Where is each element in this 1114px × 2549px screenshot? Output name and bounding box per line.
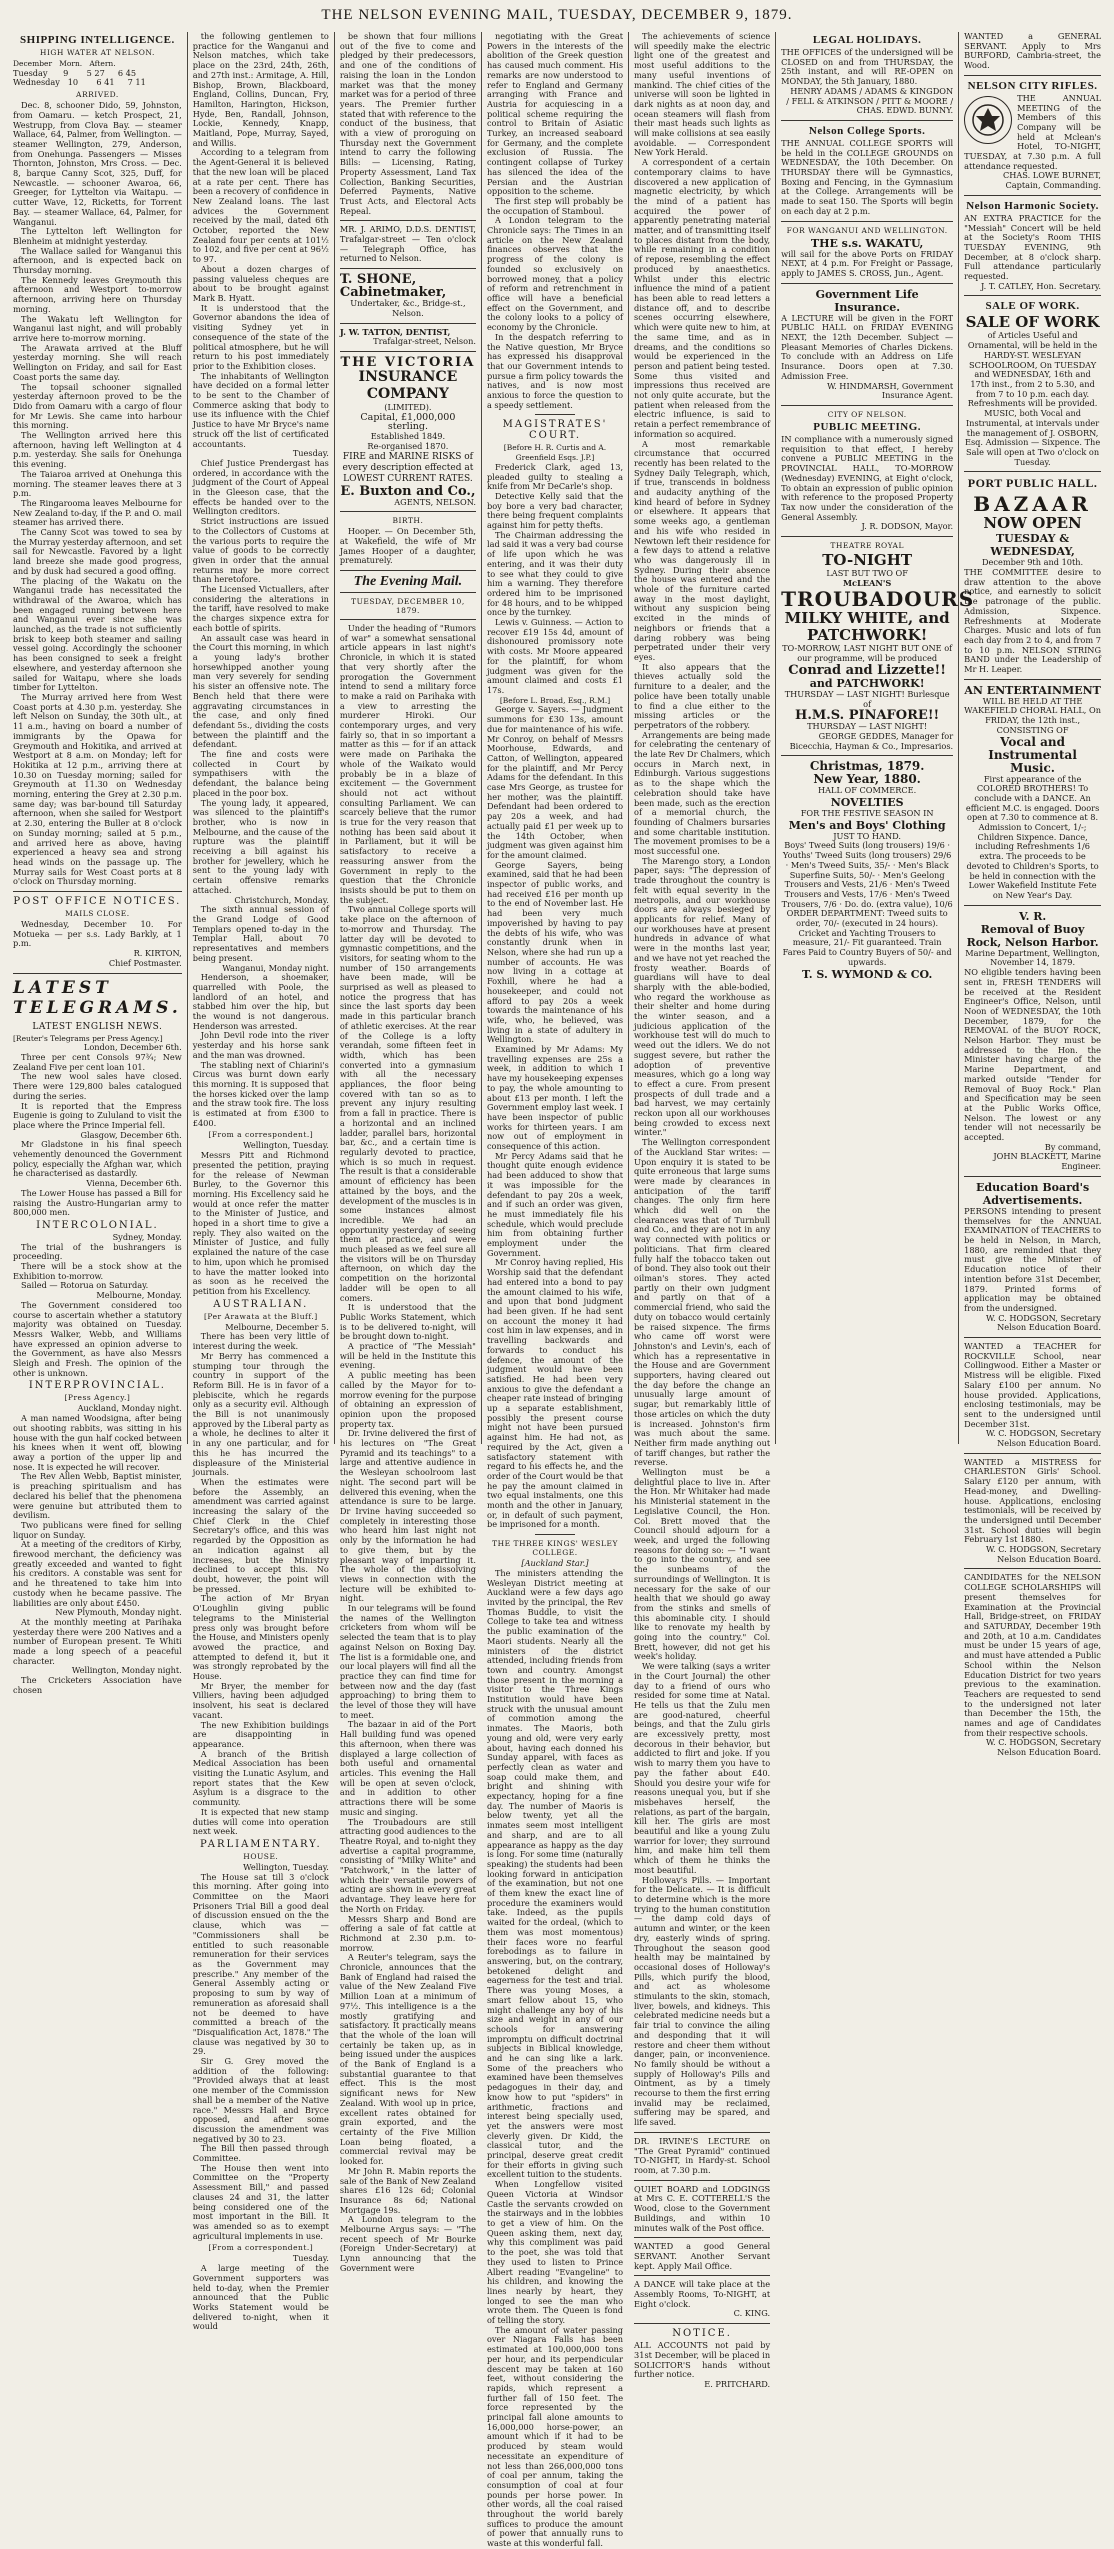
mayor-signature: J. R. DODSON, Mayor. xyxy=(861,521,954,532)
paragraph: The sixth annual session of the Grand Lodge of Good Templars opened to-day in the Templar Hall, about 70 representatives and members being present. xyxy=(192,904,329,963)
paragraph: The Cricketers Association have chosen xyxy=(13,1675,182,1695)
paragraph: It also appears that the thieves actually sold the furniture to a dealer, and the police have been totally unable to find a clue either to the missing articles or the perpetrators of the robbery. xyxy=(634,661,771,730)
entertainment-text: WILL BE HELD AT THE WAKEFIELD CHORAL HALL, On FRIDAY, the 12th inst., xyxy=(964,695,1102,726)
divider xyxy=(964,1176,1101,1177)
paragraph: The topsail schooner signalled yesterday afternoon proved to be the Dido from Oamaru with a cargo of flour for Mr Lewis. She came into harbour this morning. xyxy=(13,381,182,431)
vr-royal-cipher: V. R. xyxy=(1018,909,1047,923)
fire-marine-text: FIRE and MARINE RISKS of every description effected at LOWEST CURRENT RATES. xyxy=(342,451,474,484)
divider xyxy=(634,2275,770,2276)
buoy-rock-heading: Removal of Buoy Rock, Nelson Harbor. xyxy=(966,922,1099,949)
city-heading: CITY OF NELSON. xyxy=(827,409,907,419)
college-sports-heading: Nelson College Sports. xyxy=(808,124,926,137)
paragraph: Arrangements are being made for celebrating the centenary of the late Rev Dr Chalmers, which occurs in March next, in Edinburgh. Various suggestions as to the shape which the celebration should take have been made, such as the erection of a memorial church, the founding of Chalmers bursaries and some charitable institution. The movement promises to be a most successful one. xyxy=(634,729,771,857)
divider xyxy=(535,1534,575,1535)
birth-heading: BIRTH. xyxy=(392,516,424,526)
divider xyxy=(340,619,476,620)
post-office-heading: POST OFFICE NOTICES. xyxy=(13,896,182,908)
paragraph: negotiating with the Great Powers in the interests of the abolition of the Greek question has caused much comment. His remarks are now understood to refer to England and Germany arranging with France and Austria for acquiescing in a political scheme requiring the control to Britain of Asiatic Turkey, an increased seaboard for Germany, and the complete exclusion of Russia. The contingent collapse of Turkey has silenced the idea of the Persian and the Austrian opposition to the scheme. xyxy=(486,31,624,197)
paragraph: Two publicans were fined for selling liquor on Sunday. xyxy=(13,1519,182,1540)
paragraph: There has been very little of interest during the week. xyxy=(192,1331,329,1352)
divider xyxy=(964,471,1101,472)
paragraph: The Lower House has passed a Bill for raising the Austro-Hungarian army to 800,000 men. xyxy=(13,1187,182,1218)
divider xyxy=(964,1453,1101,1454)
paragraph: Dr. Irvine delivered the first of his lectures on "The Great Pyramid and its teachings" to a large and attentive audience in the Wesleyan schoolroom last night. The second part will be delivered this evening, when the attendance is sure to be large. Dr Irvine having succeeded so completely in interesting those who heard him last night not only by the information he had to give them, but by the pleasant way of imparting it. The whole of the dissolving views in connection with the lecture will be exhibited to-night. xyxy=(339,1428,476,1604)
paragraph: The House then went into Committee on the "Property Assessment Bill," and passed clauses 24 and 31, the latter being considered one of the most important in the Bill. It was amended so as to exempt agricultural implements in use. xyxy=(192,2162,329,2241)
paragraph: A London telegram to the Chronicle says: The Times in an article on the New Zealand finances observes that the progress of the colony is founded so exclusively on borrowed money, that a policy of reform and retrenchment in office will have a beneficial effect on the Government, and the colony looks to a policy of economy by the Chronicle. xyxy=(486,215,624,333)
paragraph: The ministers attending the Wesleyan District meeting at Auckland were a few days ago invited by the principal, the Rev Thomas Buddle, to visit the College to take tea and witness the public examination of the Maori students. Nearly all the ministers of the district attended, including friends from town and country. Amongst those present in the morning a visitor to the Three Kings Institution would have been struck with the unusual amount of commotion among the inmates. The Maoris, both young and old, were very early about, having each donned his Sunday apparel, with faces as perfectly clean as water and soap could make them, and bright and shining with expectancy, hoping for a fine day. The number of Maoris is below twenty, yet all the inmates seem most intelligent and sharp, and are to all appearance as happy as the day is long. For some time (naturally speaking) the students had been looking forward in anticipation of the examination, but not one of them knew the exact line of procedure the examiners would take. Indeed, as the pupils waited for the ordeal, (which to them was most momentous) their faces wore no fearful forebodings as to failure in answering, but, on the contrary, betokened delight and eagerness for the test and trial. There was young Moses, a smart fellow about 15, who might challenge any boy of his size and weight in any of our schools for answering impromptu on difficult doctrinal subjects in Biblical knowledge, and he can sing like a lark. Some of the preachers who examined have been themselves pedagogues in their day, and know how to put "spiders" in arithmetic, fractions and interest being specially used, yet the answers were most cleverly given. Dr Kidd, the classical tutor, and the principal, deserve great credit for their efforts in giving such excellent tuition to the students. xyxy=(486,1567,624,2180)
tonight-banner: TO-NIGHT xyxy=(822,551,913,570)
notice-heading: NOTICE. xyxy=(672,2328,732,2340)
paragraph: We were talking (says a writer in the Court Journal) the other day to a friend of ours who resided for some time at Natal. He tells us that the Zulu men are good-natured, cheerful beings, and that the Zulu girls are excessively pretty, most decorous in their behavior, but addicted to flirt and joke. If you wish to marry them you have to pay the father about £40. Should you desire your wife for reasons unequal you, but if she misbehaves herself, the relations, as part of the bargain, kill her. The girls are most beautiful and like a young Zulu warrior for lover; they surround him, and make him tell them which of them he thinks the most beautiful. xyxy=(634,1661,771,1875)
consisting-of: CONSISTING OF xyxy=(996,724,1069,735)
shipping-heading: SHIPPING INTELLIGENCE. xyxy=(20,34,175,46)
divider xyxy=(340,592,476,593)
paragraph: The new wool sales have closed. There were 129,800 bales catalogued during the series. xyxy=(13,1071,182,1101)
agents-line: AGENTS, NELSON. xyxy=(394,496,476,507)
harmonic-text: AN EXTRA PRACTICE for the "Messiah" Concert will be held at the Society's Room THIS TUESDAY EVENING, 9th December, at 8 o'clock sharp. Full attendance particularly requested. xyxy=(964,212,1102,282)
crest-icon xyxy=(970,102,1006,138)
thursday-text: THURSDAY — LAST NIGHT! Burlesque of xyxy=(784,688,950,709)
dateline: Christchurch, Monday. xyxy=(234,894,329,905)
education-notice: CANDIDATES for the NELSON COLLEGE SCHOLARSHIPS will present themselves for Examination at the Provincial Hall, Bridge-street, on FRIDAY and SATURDAY, December 19th and 20th, at 10 a.m. Candidates must be under 15 years of age, and must have attended a Public School within the Nelson Education District for two years previous to the examination. Teachers are requested to send to the undersigned not later than December the 15th, the names and age of Candidates from their respective schools. xyxy=(964,1572,1102,1738)
new-year-heading: New Year, 1880. xyxy=(813,772,921,787)
notice-text: ALL ACCOUNTS not paid by 31st December, will be placed in SOLICITOR'S hands without further notice. xyxy=(634,2340,771,2380)
hodgson-signature: W. C. HODGSON, Secretary Nelson Education Board. xyxy=(986,1428,1102,1449)
milky-white: MILKY WHITE, and xyxy=(784,609,950,628)
holidays-text: THE OFFICES of the undersigned will be CLOSED on and from THURSDAY, the 25th instant, and will RE-OPEN on MONDAY, the 5th January, 1880. xyxy=(781,47,954,87)
paragraph: A branch of the British Medical Association has been visiting the Lunatic Asylum, and report states that the Kew Asylum is a disgrace to the community. xyxy=(192,1748,329,1808)
paragraph: The Lyttelton left Wellington for Blenheim at midnight yesterday. xyxy=(13,226,182,246)
paragraph: Mr Berry has commenced a stumping tour through the country in support of the Reform Bill. He is in favor of a plebiscite, which he regards only as a security evil. Although the Bill is not unanimously approved by the Liberal party as a whole, he declines to alter it in any one particular, and for this he has incurred the displeasure of the Ministerial journals. xyxy=(192,1350,329,1478)
divider xyxy=(781,536,953,537)
source-note: [Auckland Star.] xyxy=(521,1558,589,1569)
tatton-ad-name: J. W. TATTON, DENTIST, xyxy=(339,326,451,337)
paragraph: In our telegrams will be found the names of the Wellington cricketers from whom will be selected the team that is to play against Nelson on Boxing Day. The list is a formidable one, and our local players will find all the practice they can find time for between now and the day (fast approaching) to bring them to the level of those they will have to meet. xyxy=(339,1603,476,1720)
divider xyxy=(634,2180,770,2181)
thursday-last: THURSDAY — LAST NIGHT! xyxy=(807,721,928,732)
wanted-servant-ad: WANTED a GENERAL SERVANT. Apply to Mrs BURFORD, Cambria-street, the Wood. xyxy=(964,31,1102,71)
paragraph: The bazaar in aid of the Port Hall building fund was opened this afternoon, when there was displayed a large collection of both useful and ornamental articles. This evening the Hall will be open at seven o'clock, and in addition to other attractions there will be some music and singing. xyxy=(339,1719,476,1817)
insurance-company-title: INSURANCE COMPANY xyxy=(358,368,458,402)
lecture-ad: DR. IRVINE'S LECTURE on "The Great Pyramid" continued TO-NIGHT, in Hardy-st. School room, at 7.30 p.m. xyxy=(634,2135,771,2175)
divider xyxy=(634,2323,770,2324)
sports-text: THE ANNUAL COLLEGE SPORTS will be held in the COLLEGE GROUNDS on WEDNESDAY, the 10th December. On THURSDAY there will be Gymnastics, Boxing and Fencing, in the Gymnasium at the College. Arrangements will be made to seat 150. The Sports will begin on each day at 2 p.m. xyxy=(781,137,954,216)
limited: (LIMITED). xyxy=(384,401,432,412)
paragraph: The Arawata arrived at the Bluff yesterday morning. She will reach Wellington on Friday, and sail for East Coast ports the same day. xyxy=(13,342,182,382)
source-note: [Per Arawata at the Bluff.] xyxy=(203,1311,318,1321)
paragraph: There will be a stock show at the Exhibition to-morrow. xyxy=(13,1261,182,1281)
bazaar-text: THE COMMITTEE desire to draw attention to the above notice, and earnestly to solicit the patronage of the public. Admission, Sixpence. Refreshments at Moderate Charges. Music and lots of fun each day from 2 to 4, and from 7 to 10 p.m. NELSON STRING BAND under the Leadership of Mr H. Leaper. xyxy=(964,567,1102,675)
paragraph: Mr Percy Adams said that he thought quite enough evidence had been adduced to show that it was impossible for the defendant to pay 20s a week, and if such an order was given, he must immediately file his schedule, which would preclude him from obtaining further employment under the Government. xyxy=(486,1150,624,1258)
education-notice: PERSONS intending to present themselves for the ANNUAL EXAMINATION of TEACHERS to be held in Nelson, in March, 1880, are reminded that they must give the Minister of Education notice of their intention before 31st December, 1879. Printed forms of application may be obtained from the undersigned. xyxy=(964,1205,1102,1313)
agency-note: [Press Agency.] xyxy=(64,1393,131,1403)
paragraph: The action of Mr Bryan O'Loughlin giving public telegrams to the Ministerial press only was brought before the House, and Ministers openly avowed the practice, and attempted to defend it, but it was strongly reprobated by the House. xyxy=(192,1593,329,1682)
rifles-text: THE ANNUAL MEETING of the Members of this Company will be held at Mclean's Hotel, TO-NIGHT, TUESDAY, at 7.30 p.m. A full attendance requested. xyxy=(964,92,1102,171)
marine-dateline: Marine Department, Wellington, November 14, 1879. xyxy=(965,947,1100,968)
paragraph: The young lady, it appeared, was silenced to the plaintiff's brother, who is now in Melbourne, and the cause of the rupture was the plaintiff receiving a bill against his brother for jewellery, which he sent to the young lady with certain offensive remarks attached. xyxy=(192,797,329,895)
paragraph: According to a telegram from the Agent-General it is believed that the new loan will be placed at a rate per cent. There has been a recovery of confidence in New Zealand loans. The last advices the Government received by the mail, dated 6th October, reported the New Zealand four per cents at 101½ to 102, and five per cent at 96½ to 97. xyxy=(192,147,329,265)
paragraph: It is understood that the Governor abandons the idea of visiting Sydney yet in consequence of the state of the political atmosphere, but he will return to his post immediately prior to the Exhibition closes. xyxy=(192,302,329,371)
divider xyxy=(535,414,575,415)
divider xyxy=(964,679,1101,680)
latest-telegrams-heading: LATEST TELEGRAMS. xyxy=(13,977,182,1018)
paragraph: About a dozen charges of passing valueless cheques are about to be brought against Mark B. Hyatt. xyxy=(192,263,329,303)
paragraph: The inhabitants of Wellington have decided on a formal letter to be sent to the Chamber of Commerce asking that body to use its influence with the Chief Justice to have Mr Bryce's name struck off the list of certificated accountants. xyxy=(192,370,329,449)
magistrates-heading: MAGISTRATES' COURT. xyxy=(502,419,608,442)
dateline: New Plymouth, Monday night. xyxy=(55,1607,182,1618)
bazaar-banner: BAZAAR xyxy=(973,492,1092,517)
paragraph: Two annual College sports will take place on the afternoon of to-morrow and Thursday. The latter day will be devoted to gymnastic competitions, and the visitors, for seating whom to the number of 150 arrangements have been made, will be surprised as well as pleased to notice the progress that has since the last sports day been made in this particular branch of athletic exercises. At the rear of the College is a lofty verandah, some fifteen feet in width, which has been converted into a gymnasium with all the necessary appliances, the floor being covered with tan so as to prevent any injury resulting from a fall in practice. There is a horizontal and an inclined ladder, parallel bars, horizontal bar, &c., and a certain time is regularly devoted to practice, which is so much in request. The result is that a considerable amount of efficiency has been attained by the boys, and the development of the muscles is in some instances almost incredible. We had an opportunity yesterday of seeing them at practice, and were much pleased as we feel sure all the visitors will be on Thursday afternoon, on which day the competition on the horizontal ladder will be open to all comers. xyxy=(339,904,476,1303)
divider xyxy=(964,1568,1101,1569)
paragraph: The Wallace sailed for Wanganui this afternoon, and is expected back on Thursday morning. xyxy=(13,245,182,276)
tide-heading: HIGH WATER AT NELSON. xyxy=(39,48,155,57)
dateline: Vienna, December 6th. xyxy=(86,1178,182,1189)
dateline: London, December 6th. xyxy=(83,1042,182,1053)
life-signature: W. HINDMARSH, Government Insurance Agent. xyxy=(827,380,954,401)
paragraph: Wellington must be a delightful place to live in. After the Hon. Mr Whitaker had made his Ministerial statement in the Legislative Council, the Hon. Col. Brett moved that the Council should adjourn for a week, and urged the following reasons for doing so: — "I want to go into the country, and see the sunbeams of the surroundings of Wellington. It is necessary for the sake of our health that we should go away from the stinks and smells of this abominable city. I should like to renovate my health by going into the country." Col. Brett, however, did not get his week's holiday. xyxy=(634,1467,771,1662)
divider xyxy=(964,195,1101,196)
masthead: THE NELSON EVENING MAIL, TUESDAY, DECEMBER 9, 1879. xyxy=(321,6,793,23)
dateline: Wellington, Tuesday. xyxy=(243,1140,329,1151)
arrivals-list: Dec. 8, schooner Dido, 59, Johnston, from Oamaru. — ketch Prospect, 21, Westrupp, from Clova Bay. — steamer Wallace, 64, Palmer, from Wellington. — steamer Wellington, 279, Anderson, from Onehunga. Passengers — Misses Thornton, Johnston, Mrs Cross. — Dec. 8, barque Canny Scot, 325, Duff, for Newcastle. — schooner Awaroa, 66, Greeger, for Lyttelton via Waitapu. — cutter Wave, 12, Ricketts, for Torrent Bay. — steamer Wallace, 64, Palmer, for Wanganui. xyxy=(13,100,182,227)
parliamentary-heading: PARLIAMENTARY. xyxy=(199,1838,322,1850)
holiday-signatories: HENRY ADAMS / ADAMS & KINGDON / FELL & ATKINSON / PITT & MOORE / CHAS. EDWD. BUNNY. xyxy=(786,85,954,116)
paragraph: The Wellington arrived here this afternoon, having left Wellington at 4 p.m. yesterday. She sails for Onehunga this evening. xyxy=(13,430,182,470)
paragraph: In the despatch referring to the Native question, Mr Bryce has expressed his disapproval that our Government intends to pursue a firm policy towards the natives, and is now most anxious to force the question to a speedy settlement. xyxy=(486,331,624,410)
order-department: ORDER DEPARTMENT: Tweed suits to order, 70/- (executed in 24 hours). Cricket and Yachting Trousers to measure, 21/- Fit guaranteed. Train Fares Paid to Country Buyers of 50/- and upwards. xyxy=(782,908,952,967)
harmonic-signature: J. T. CATLEY, Hon. Secretary. xyxy=(980,280,1102,291)
legal-holidays-heading: LEGAL HOLIDAYS. xyxy=(812,34,922,46)
paragraph: At a meeting of the creditors of Kirby, firewood merchant, the deficiency was greatly exceeded and wanted to fight his creditors. A constable was sent for and he threatened to take him into custody when he became passive. The liabilities are only about £450. xyxy=(13,1539,182,1608)
dateline: Tuesday. xyxy=(292,2253,329,2264)
shone-ad-name: T. SHONE, Cabinetmaker, xyxy=(339,272,447,301)
blackett-signature: JOHN BLACKETT, Marine Engineer. xyxy=(993,1151,1102,1172)
house-subheading: HOUSE. xyxy=(243,1851,279,1861)
paragraph: The Taiaroa arrived at Onehunga this morning. The steamer leaves there at 3 p.m. xyxy=(13,468,182,499)
divider xyxy=(781,221,953,222)
paragraph: Frederick Clark, aged 13, pleaded guilty to stealing a knife from Mr DeCarle's shop. xyxy=(486,461,624,492)
sale-text: of Articles Useful and Ornamental, will be held in the HARDY-ST. WESLEYAN SCHOOLROOM, On TUESDAY and WEDNESDAY, 16th and 17th inst., from 2 to 5.30, and from 7 to 10 p.m. each day. Refreshments will be provided. MUSIC, both Vocal and Instrumental, at intervals under the management of J. OSBORN, Esq. Admission — Sixpence. The Sale will open at Two o'clock on Tuesday. xyxy=(964,330,1101,467)
paragraph: The Murray arrived here from West Coast ports at 4.30 p.m. yesterday. She left Nelson on Sunday, the 30th ult., at 11 a.m., having on board a number of immigrants by the Opawa for Greymouth and Hokitika, and arrived at Westport at 8 a.m. on Monday; left for Hokitika at 12 p.m., arriving there at 10.30 on Tuesday morning; sailed for Greymouth at 11.30 on Wednesday morning, entering the Grey at 2.30 p.m. same day; was bar-bound till Saturday afternoon, when she sailed for Westport at 2.30, entering the Buller at 8 o'clock on Sunday morning; sailed at 5 p.m., and arrived here as above, having experienced a heavy sea and strong head winds on the passage up. The Murray sails for West Coast ports at 8 o'clock on Thursday morning. xyxy=(13,692,182,887)
paragraph: A man named Woodsigna, after being out shooting rabbits, was sitting in his house with the gun half cocked between his knees when it went off, blowing away a portion of the upper lip and nose. It is expected he will recover. xyxy=(13,1413,182,1472)
correspondent-note: [From a correspondent.] xyxy=(208,1130,314,1140)
command-line: By command, xyxy=(1044,1141,1102,1152)
column-4 xyxy=(482,31,629,2549)
divider xyxy=(634,2237,770,2238)
paragraph: A public meeting has been called by the Mayor for to-morrow evening for the purpose of obtaining an expression of opinion upon the proposed property tax. xyxy=(339,1370,476,1429)
paragraph: When Longfellow visited Queen Victoria at Windsor Castle the servants crowded on the stairways and in the lobbies to get a view of him. On the Queen asking them, next day, why this compliment was paid to the poet, she was told that they used to listen to Prince Albert reading "Evangeline" to his children, and knowing the lines nearly by heart, they longed to see the man who wrote them. The Queen is fond of telling the story. xyxy=(486,2179,624,2326)
hodgson-signature: W. C. HODGSON, Secretary Nelson Education Board. xyxy=(986,1312,1102,1333)
patchwork: PATCHWORK! xyxy=(807,626,928,645)
court-before: [Before H. R. Curtis and A. Greenfield Esqs. J.P.] xyxy=(503,443,607,463)
dance-signature: C. KING. xyxy=(733,2308,771,2319)
paragraph: The trial of the bushrangers is proceeding. xyxy=(13,1241,182,1262)
dateline: Sydney, Monday. xyxy=(112,1231,182,1242)
last-but-two: LAST BUT TWO OF xyxy=(826,568,908,579)
wakatu-name: THE s.s. WAKATU, xyxy=(810,236,924,250)
paragraph: The Government considered too course to ascertain whether a statutory majority was obtained on Tuesday. Messrs Walker, Webb, and Williams have expressed an opinion adverse to the Government, as have also Messrs Sleigh and Fresh. The opinion of the other is unknown. xyxy=(13,1299,182,1378)
paragraph: The Canny Scot was towed to sea by the Murray yesterday afternoon, and set sail for Newcastle. Favored by a light land breeze she made good progress, and by dusk had secured a good offing. xyxy=(13,527,182,576)
paragraph: Under the heading of "Rumors of war" a somewhat sensational article appears in last night's Chronicle, in which it is stated that very shortly after the prorogation the Government intend to send a military force to make a raid on Parihaka with a view to arresting the murderer Hiroki. Our contemporary urges, and very fairly so, that in so important a matter as this — for if an attack were made on Parihaka the whole of the Waikato would probably be in a blaze of excitement — the Government should not act without consulting Parliament. We can scarcely believe that the rumor is true for the very reason that nothing has been said about it in Parliament, but it will be satisfactory to receive a reassuring answer from the Government in reply to the question that the Chronicle insists should be put to them on the subject. xyxy=(339,623,476,905)
wakatu-text: will sail for the above Ports on FRIDAY NEXT, at 4 p.m. For Freight or Passage, apply to JAMES S. CROSS, Jun., Agent. xyxy=(781,248,954,278)
interprovincial-heading: INTERPROVINCIAL. xyxy=(28,1380,166,1392)
tatton-ad-text: Trafalgar-street, Nelson. xyxy=(373,336,476,347)
birth-notice: Hooper. — On December 5th, at Wakefield, the wife of Mr James Hooper of a daughter, prematurely. xyxy=(339,526,476,566)
paragraph: The Bill then passed through Committee. xyxy=(192,2143,329,2164)
paragraph: George v. Sayers. — Judgment summons for £30 13s, amount due for maintenance of his wife. Mr Conroy, on behalf of Messrs Moorhouse, Edwards, and Catton, of Wellington, appeared for the plaintiff, and Mr Percy Adams for the defendant. In this case Mrs George, as trustee for her mother, was the plaintiff. Defendant had been ordered to pay 20s a week, and had actually paid £1 per week up to the 14th October, when judgment was given against him for the amount claimed. xyxy=(486,704,624,860)
price-list: Boys' Tweed Suits (long trousers) 19/6 · Youths' Tweed Suits (long trousers) 29/6 · Men's Tweed Suits, 35/- · Men's Black Superfine Suits, 50/- · Men's Geelong Trousers and Vests, 21/6 · Men's Tweed Trousers and Vests, 17/6 · Men's Tweed Trousers, 7/6 · Do. do. (extra value), 10/6 xyxy=(781,840,953,909)
paragraph: The placing of the Wakatu on the Wanganui trade has necessitated the withdrawal of the Awaroa, which has been engaged running between here and Wanganui ever since she was launched, as the trade is not sufficiently brisk to keep both steamer and sailing vessel going. Accordingly the schooner has been consigned to seek a freight elsewhere, and yesterday afternoon she sailed for Waitapu, where she loads timber for Lyttelton. xyxy=(13,575,182,693)
pinafore: H.M.S. PINAFORE!! xyxy=(795,708,940,724)
buoy-rock-text: NO eligible tenders having been sent in, FRESH TENDERS will be received at the Resident Engineer's Office, Nelson, until Noon of WEDNESDAY, the 10th December, 1879, for the REMOVAL of the BUOY ROCK, Nelson Harbor. They must be addressed to the Hon. the Minister having charge of the Marine Department, and marked outside "Tender for Removal of Buoy Rock." Plan and Specification may be seen at the Public Works Office, Nelson. The lowest or any tender will not necessarily be accepted. xyxy=(964,967,1102,1143)
conrad-lizzette: Conrad and Lizzette!! xyxy=(788,662,946,678)
christmas-heading: Christmas, 1879. xyxy=(809,759,925,774)
australian-heading: AUSTRALIAN. xyxy=(213,1298,309,1310)
and-patchwork: and PATCHWORK! xyxy=(809,676,925,690)
arrived-heading: ARRIVED. xyxy=(76,90,119,100)
paragraph: The Wellington correspondent of the Auckland Star writes: — Upon enquiry it is stated to be quite erroneous that large sums were made by clearances in anticipation of the tariff changes. The only firm here which did well on the clearances was that of Turnbull and Co., and they are not in any way connected with politics or politicians. That firm cleared fully half the tobacco taken out of bond. They also took out their oilman's stores. They acted partly on their own judgment and partly on that of a commercial friend, who said the duty on tobacco would certainly be raised sixpence. The firms who came off worst were Johnston's and Levin's, each of which has a representative in the House and are Government supporters, having cleared out the day before the change an unusually large amount of sugar, but remarkably little of those articles on which the duty is increased. Johnston's firm was much about the same. Neither firm made anything out of tariff changes, but rather the reverse. xyxy=(634,1137,771,1468)
post-signature: R. KIRTON, xyxy=(133,948,182,959)
festive-season: FOR THE FESTIVE SEASON IN xyxy=(800,808,934,819)
dateline: Wellington, Monday night. xyxy=(71,1665,182,1676)
english-news-heading: LATEST ENGLISH NEWS. xyxy=(32,1021,163,1032)
divider xyxy=(781,755,953,756)
dance-ad: A DANCE will take place at the Assembly Rooms, To-NIGHT, at Eight o'clock. xyxy=(634,2279,771,2309)
divider xyxy=(340,351,476,352)
paragraph: The Kennedy leaves Greymouth this afternoon and Westport to-morrow afternoon, arriving here on Thursday morning. xyxy=(13,274,182,314)
paragraph: The Licensed Victuallers, after considering the alterations in the tariff, have resolved to make the charges sixpence extra for each bottle of spirits. xyxy=(192,584,329,633)
dateline: Melbourne, Monday. xyxy=(96,1290,182,1301)
column-1 xyxy=(8,32,188,1695)
divider xyxy=(340,570,476,571)
now-open-banner: NOW OPEN xyxy=(983,514,1082,533)
tues-wed: TUESDAY & WEDNESDAY, xyxy=(990,532,1075,559)
column-2 xyxy=(188,31,335,2332)
servant-ad: WANTED a good General SERVANT. Another Servant kept. Apply Mail Office. xyxy=(634,2241,771,2271)
divider xyxy=(964,1337,1101,1338)
holloway-ad: Holloway's Pills. — Important for the Delicate. — It is difficult to determine which is the more trying to the human constitution — the damp cold days of autumn and winter, or the keen dry, easterly winds of spring. Throughout the season good health may be maintained by occasional doses of Holloway's Pills, which purify the blood, and act as wholesome stimulants to the skin, stomach, liver, bowels, and kidneys. This celebrated medicine needs but a fair trial to convince the ailing and desponding that it will restore and cheer them without danger, pain, or inconvenience. No family should be without a supply of Holloway's Pills and Ointment, as by a timely recourse to them the first erring invalid may be reclaimed, suffering may be spared, and life saved. xyxy=(634,1874,771,2128)
victoria-title: THE VICTORIA xyxy=(340,354,476,370)
paragraph: A large meeting of the Government supporters was held to-day, when the Premier announced that the Public Works Statement would be delivered to-night, when it would xyxy=(192,2263,329,2332)
paragraph: Sailed — Rotorua on Saturday. xyxy=(21,1280,149,1291)
paragraph: The achievements of science will speedily make the electric light one of the greatest and most useful additions to the many useful inventions of mankind. The chief cities of the universe will soon be lighted in dark nights as at noon day, and ocean steamers will flash from their mast heads such lights as will make collisions at sea easily avoidable. — Correspondent New York Herald. xyxy=(634,31,771,158)
evening-mail-title: The Evening Mail. xyxy=(353,574,463,590)
geddes-signature: GEORGE GEDDES, Manager for Bicecchia, Hayman & Co., Impresarios. xyxy=(789,730,954,751)
rifles-heading: NELSON CITY RIFLES. xyxy=(967,79,1098,92)
paragraph: Detective Kelly said that the boy bore a very bad character, there being frequent complaints against him for petty thefts. xyxy=(486,490,624,531)
education-notice: WANTED a TEACHER for ROCKVILLE School, near Collingwood. Either a Master or Mistress will be eligible. Fixed Salary £100 per annum. No house provided. Applications, enclosing testimonials, may be sent to the undersigned until December 31st. xyxy=(964,1341,1102,1429)
public-meeting-text: IN compliance with a numerously signed requisition to that effect, I hereby convene a PUBLIC MEETING in the PROVINCIAL HALL, TO-MORROW (Wednesday) EVENING, at Eight o'clock, To obtain an expression of public opinion with reference to the proposed Property Tax now under the consideration of the General Assembly. xyxy=(781,433,954,522)
paragraph: Mr Bryer, the member for Villiers, having been adjudged insolvent, his seat is declared vacant. xyxy=(192,1680,329,1720)
notice-signature: E. PRITCHARD. xyxy=(704,2378,771,2389)
paragraph: A most remarkable circumstance that occurred recently has been related to the Sydney Daily Telegraph, which, if true, transcends in boldness and audacity anything of the kind heard of before in Sydney or elsewhere. It appears that some weeks ago, a gentleman and his wife who resided in Newtown left their residence for a few days to attend a relative who was dangerously ill in Sydney. During their absence the house was entered and the whole of the furniture carted away in the most daylight, without any suspicion being excited in the minds of neighbors or friends that a daring robbery was being perpetrated under their very eyes. xyxy=(634,438,771,662)
paragraph: Mr John R. Mabin reports the sale of the Bank of New Zealand shares £16 12s 6d; Colonial Insurance 8s 6d; National Mortgage 19s. xyxy=(339,2165,476,2215)
paragraph: Strict instructions are issued to the Collectors of Customs at the various ports to require the value of goods to be correctly given in order that the annual returns may be more correct than heretofore. xyxy=(192,516,329,585)
divider xyxy=(13,891,182,892)
divider xyxy=(340,220,476,221)
sale-banner: SALE OF WORK xyxy=(965,313,1100,332)
dateline: Glasgow, December 6th. xyxy=(80,1129,182,1140)
paragraph: Mr Conroy having replied, His Worship said that the defendant had entered into a bond to pay the amount claimed to his wife, and upon that bond judgment had been given. If he had sent on account the money it had cost him in law expenses, and in travelling backwards and forwards to conduct his defence, the amount of the judgment would have been satisfied. He had been very anxious to give the defendant a cheaper rate instead of bringing up a separate establishment, possibly the present course might not have been pursued against him. He had not, as required by the Act, given a satisfactory statement with regard to his effects he, and the order of the Court would be that he pay the amount claimed in two equal instalments, one this month and the other in January, or, in default of such payment, be imprisoned for a month. xyxy=(486,1257,624,1530)
wanganui-heading: FOR WANGANUI AND WELLINGTON. xyxy=(786,225,948,235)
newspaper-columns xyxy=(8,31,1106,2549)
column-3 xyxy=(335,31,482,2273)
life-insurance-text: A LECTURE will be given in the FORT PUBLIC HALL on FRIDAY EVENING NEXT, the 12th December. Subject — Pleasant Memories of Charles Dickens. To conclude with an Address on Life Insurance. Doors open at 7.30. Admission Free. xyxy=(781,312,954,381)
paragraph: It is expected that new stamp duties will come into operation next week. xyxy=(192,1806,329,1837)
paragraph: A Reuter's telegram, says the Chronicle, announces that the Bank of England had raised the value of the New Zealand Five Million Loan at a minimum of 97½. This intelligence is a the mostly gratifying and satisfactory. It practically means that the whole of the loan will certainly be taken up, as in being issued under the auspices of the Bank of England is a substantial guarantee to that effect. This is the most significant news for New Zealand. With wool up in price, excellent rates obtained for grain exported, and the certainty of the Five Million Loan being floated, a commercial revival may be looked for. xyxy=(339,1952,476,2167)
divider xyxy=(781,120,953,121)
paragraph: The Chairman addressing the lad said it was a very bad course of life upon which he was entering, and it was their duty to see what they could to give him a warning. They therefore ordered him to be imprisoned for 48 hours, and to be whipped once by the turnkey. xyxy=(486,529,624,618)
paragraph: The House sat till 3 o'clock this morning. After going into Committee on the Maori Prisoners Trial Bill a good deal of discussion ensued on the the clause, which was — "Commissioners shall be entitled to such reasonable remuneration for their services as the Government may prescribe." Any member of the General Assembly acting or proposing to sum by way of remuneration as aforesaid shall not be deemed to have committed a breach of the "Disqualification Act, 1878." The clause was negatived by 30 to 29. xyxy=(192,1871,329,2057)
paragraph: George Sayers, being examined, said that he had been inspector of public works, and had received £16 per month up to the end of November last. He had been very much impoverished by having to pay the debts of his wife, who was constantly drunk when in Nelson, where she had run up a number of accounts. He was now living in a cottage at Foxhill, where he had a housekeeper, and could not afford to pay 20s a week towards the maintenance of his wife, who, he believed, was living in a state of adultery in Wellington. xyxy=(486,859,624,1045)
agent-name: E. Buxton and Co., xyxy=(340,483,476,499)
rifles-signature: CHAS. LOWE BURNET, Captain, Commanding. xyxy=(1002,170,1102,191)
tide-row: Wednesday 10 6 41 7 11 xyxy=(13,77,146,88)
tide-columns: December Morn. Aftern. xyxy=(13,59,116,68)
post-text: Wednesday, December 10. For Motueka — per s.s. Lady Barkly, at 1 p.m. xyxy=(13,919,182,949)
dateline: Auckland, Monday night. xyxy=(77,1403,182,1414)
column-5 xyxy=(629,31,776,2389)
post-signature-title: Chief Postmaster. xyxy=(108,957,182,968)
capital: Capital, £1,000,000 sterling. xyxy=(360,411,456,433)
established: Established 1849. xyxy=(370,431,446,442)
tomorrow-text: TO-MORROW, LAST NIGHT BUT ONE of our programme, will be produced xyxy=(782,643,953,664)
hodgson-signature: W. C. HODGSON, Secretary Nelson Education Board. xyxy=(986,1737,1102,1758)
date-line: TUESDAY, DECEMBER 10, 1879. xyxy=(351,597,465,616)
column-6 xyxy=(776,32,975,1444)
court-before: [Before L. Broad, Esq., R.M.] xyxy=(499,695,611,705)
paragraph: The Troubadours are still attracting good audiences to the Theatre Royal, and to-night they advertise a capital programme, consisting of "Milky White" and "Patchwork," in the latter of which their versatile powers of acting are shown in every great advantage. They leave here for the North on Friday. xyxy=(339,1816,476,1914)
novelties: NOVELTIES xyxy=(830,796,904,810)
divider xyxy=(340,268,476,269)
theatre-royal: THEATRE ROYAL xyxy=(830,541,904,551)
paragraph: Henderson, a shoemaker, quarrelled with Poole, the landlord of an hotel, and stabbed him over the hip, but the wound is not dangerous. Henderson was arrested. xyxy=(192,972,329,1031)
mens-clothing: Men's and Boys' Clothing xyxy=(788,818,946,832)
just-to-hand: JUST TO HAND. xyxy=(833,830,901,841)
sale-heading: SALE OF WORK. xyxy=(985,300,1080,313)
mails-close: MAILS CLOSE. xyxy=(65,909,130,919)
agency-note: [Reuter's Telegrams per Press Agency.] xyxy=(13,1033,163,1043)
entertainment-heading: AN ENTERTAINMENT xyxy=(964,683,1101,697)
life-insurance-heading: Government Life Insurance. xyxy=(815,287,919,314)
paragraph: The Marengo story, a London paper, says: "The depression of trade throughout the country is felt with equal severity in the metropolis, and our workhouse doors are always besieged by applicants for relief. Many of our workhouses have at present hundreds in advance of what were in the months last year, and we have not yet reached the frosty weather. Boards of guardians will have to deal sharply with the able-bodied, who regard the workhouse as their shelter and home during the winter season, and a judicious application of the workhouse test will do much to weed out the idlers. We do not suggest severe, but rather the adoption of preventive measures, which go a long way to effect a cure. From present prospects of dull trade and a bad harvest, we may certainly reckon upon all our workhouses being crowded to excess next winter." xyxy=(634,855,771,1138)
paragraph: John Devil rode into the river yesterday and his horse sank and the man was drowned. xyxy=(192,1030,329,1060)
paragraph: Messrs Sharp and Bond are offering a sale of fat cattle at Richmond at 2.30 p.m. to-morrow. xyxy=(339,1913,476,1953)
dateline: Melbourne, December 5. xyxy=(225,1321,329,1332)
divider xyxy=(340,323,476,324)
dateline: Wanganui, Monday night. xyxy=(222,962,329,973)
shone-ad-text: Undertaker, &c., Bridge-st., Nelson. xyxy=(350,298,466,318)
dateline: Tuesday. xyxy=(292,448,329,459)
harmonic-heading: Nelson Harmonic Society. xyxy=(966,199,1099,212)
education-heading: Education Board's Advertisements. xyxy=(976,1180,1090,1207)
hodgson-signature: W. C. HODGSON, Secretary Nelson Education Board. xyxy=(986,1544,1102,1564)
board-lodging-ad: QUIET BOARD and LODGINGS at Mrs C. E. COTTERELL'S the Wood, close to the Government Buildings, and within 10 minutes walk of the Post office. xyxy=(634,2183,771,2233)
paragraph: Messrs Pitt and Richmond presented the petition, praying for the release of Newman Burley, to the Governor this morning. His Excellency said he would at once refer the matter to the Minister of Justice, and hoped in a short time to give a reply. They also waited on the Minister of Justice, and fully explained the nature of the case to him, upon which he promised to have the matter looked into as soon as he received the petition from his Excellency. xyxy=(192,1150,329,1296)
paragraph: It is understood that the Public Works Statement, which is to be delivered to-night, will be brought down to-night. xyxy=(339,1302,476,1342)
paragraph: A correspondent of a certain contemporary claims to have discovered a new application of magnetic electricity, by which the mind of a patient has acquired the power of apparently penetrating material matter, and of transmitting itself to places distant from the body, while remaining in a condition of repose, resembling the effect produced by anaesthetics. Whilst under this electric influence the mind of a patient has been able to read letters a distance off, and to describe scenes occurring elsewhere, which were quite new to him, at the same time, and as in dreams, and the conditions so would be experienced in the person and patient being tested. Some thus visited and impressions thus received are not only quite accurate, but the patient when released from the electric influence, is said to retain a perfect remembrance of information so acquired. xyxy=(634,157,771,439)
paragraph: At the monthly meeting at Parihaka yesterday there were 200 Natives and a number of European present. Te Whiti made a long speech of a peaceful character. xyxy=(13,1616,182,1666)
wymond-signature: T. S. WYMOND & CO. xyxy=(801,967,933,981)
paragraph: A London telegram to the Melbourne Argus says: — "The recent speech of Mr Bourke (Foreign Under-Secretary) at Lynn announcing that the Government were xyxy=(339,2214,476,2273)
paragraph: be shown that four millions out of the five to come and pledged by their predecessors, and one of the conditions of raising the loan in the London market was that the money market was for a period of three years. The Premier further stated that with reference to the conduct of the business, that with a view of proroguing on Thursday next the Government intend to carry the following Bills: — Licensing, Rating, Property Assessment, Land Tax Collection, Banking Securities, Deferred Payments, Native Trust Acts, and Electoral Acts Repeal. xyxy=(339,31,476,216)
divider xyxy=(964,905,1101,906)
port-hall-heading: PORT PUBLIC HALL. xyxy=(967,476,1098,491)
correspondent-note: [From a correspondent.] xyxy=(208,2243,314,2253)
paragraph: The new Exhibition buildings are disappointing in appearance. xyxy=(192,1719,329,1749)
divider xyxy=(964,75,1101,76)
public-meeting-heading: PUBLIC MEETING. xyxy=(813,420,922,433)
paragraph: The fine and costs were collected in Court by sympathisers with the defendant, the balance being placed in the poor box. xyxy=(192,749,329,798)
troubadours-banner: TROUBADOURS xyxy=(781,587,975,612)
hall-of-commerce: HALL OF COMMERCE. xyxy=(818,785,917,796)
paragraph: A practice of "The Messiah" will be held in the Institute this evening. xyxy=(339,1341,476,1371)
dec-dates: December 9th and 10th. xyxy=(981,557,1084,568)
divider xyxy=(13,973,182,974)
paragraph: When the estimates were before the Assembly, an amendment was carried against increasing the salary of the Chief Clerk in the Chief Secretary's office, and this was regarded by the Opposition as an indication against all increases, but the Ministry declined to accept this. No doubt, however, the point will be pressed. xyxy=(192,1476,329,1594)
paragraph: The first step will probably be the occupation of Stamboul. xyxy=(486,195,624,216)
paragraph: The Rev Allen Webb, Baptist minister, is preaching spiritualism and has declared his belief that the phenomena were genuine but attributed them to devilism. xyxy=(13,1471,182,1521)
dateline: Wellington, Tuesday. xyxy=(243,1861,329,1872)
intercolonial-heading: INTERCOLONIAL. xyxy=(36,1219,159,1231)
divider xyxy=(634,2132,770,2133)
paragraph: The Ringarooma leaves Melbourne for New Zealand to-day, if the P. and O. mail steamer has arrived there. xyxy=(13,497,182,528)
paragraph: The Wakatu left Wellington for Wanganui last night, and will probably arrive here to-morrow morning. xyxy=(13,313,182,343)
tide-row: Tuesday 9 5 27 6 45 xyxy=(13,67,137,78)
paragraph: It is reported that the Empress Eugenie is going to Zululand to visit the place where the Prince Imperial fell. xyxy=(13,1100,182,1130)
reorganised: Re-organised 1870. xyxy=(367,440,449,451)
paragraph: Lewis v. Guinness. — Action to recover £19 15s 4d, amount of dishonoured promissory note with costs. Mr Moore appeared for the plaintiff, for whom judgment was given for the amount claimed and costs £1 17s. xyxy=(486,617,624,695)
paragraph: Mr Gladstone in his final speech vehemently denounced the Government policy, especially the Afghan war, which he characterised as dastardly. xyxy=(13,1139,182,1179)
wesley-college-heading: THE THREE KINGS' WESLEY COLLEGE. xyxy=(492,1539,618,1558)
divider xyxy=(340,511,476,512)
divider xyxy=(964,295,1101,296)
paragraph: the following gentlemen to practice for the Wanganui and Nelson matches, which take place on the 23rd, 24th, 26th, and 27th inst.: Armitage, A. Hill, Bishop, Brown, Blackboard, England, Collins, Duncan, Fry, Hamilton, Harington, Hickson, Hyde, Ben, Randall, Johnson, Lockie, Kennedy, Knapp, Maitland, Pope, Murray, Sayed, and Willis. xyxy=(192,31,329,148)
paragraph: Three per cent Consols 97¾; New Zealand Five per cent loan 101. xyxy=(13,1051,182,1072)
dentist-ad: MR. J. ARIMO, D.D.S. DENTIST, Trafalgar-street — Ten o'clock — Telegraph Office, has returned to Nelson. xyxy=(339,224,476,264)
paragraph: Sir G. Grey moved the addition of the following: "Provided always that at least one member of the Commission shall be a member of the Native race." Messrs Hall and Bryce opposed, and after some discussion the amendment was negatived by 30 to 23. xyxy=(192,2056,329,2144)
mcleans: McLEAN'S xyxy=(842,577,892,588)
paragraph: The amount of water passing over Niagara Falls has been estimated at 100,000,000 tons per hour, and its perpendicular descent may be taken at 160 feet, without considering the rapids, which represent a further fall of 150 feet. The force represented by the principal fall alone amounts to 16,000,000 horse-power, an amount which if it had to be produced by steam would necessitate an expenditure of not less than 266,000,000 tons of coal per annum, taking the consumption of coal at four pounds per horse power. In other words, all the coal raised throughout the world barely suffices to produce the amount of power that annually runs to waste at this wonderful fall. xyxy=(486,2324,624,2549)
vocal-instrumental: Vocal and Instrumental Music. xyxy=(988,734,1077,775)
paragraph: An assault case was heard in the Court this morning, in which a young lady's brother horsewhipped another young man very severely for sending his sister an offensive note. The Bench held that there were aggravating circumstances in the case, and only fined defendant 5s., dividing the costs between the plaintiff and the defendant. xyxy=(192,632,329,750)
column-7 xyxy=(959,31,1106,1758)
divider xyxy=(781,405,953,406)
paragraph: Examined by Mr Adams: My travelling expenses are 25s a week, in addition to which I have my housekeeping expenses to pay, the whole amounting to about £13 per month. I left the Government employ last week. I have been inspector of public works for thirteen years. I am now out of employment in consequence of this action. xyxy=(486,1044,624,1152)
education-notice: WANTED a MISTRESS for CHARLESTON Girls' School. Salary £120 per annum, with Head-money, and Dwelling-house. Applications, enclosing testimonials, will be received by the undersigned until December 31st. School duties will begin February 1st 1880. xyxy=(964,1456,1102,1545)
entertainment-details: First appearance of the COLORED BROTHERS! To conclude with a DANCE. An efficient M.C. is engaged. Doors open at 7.30 to commence at 8. Admission to Concert, 1/-; Children Sixpence. Dance, including Refreshments 1/6 extra. The proceeds to be devoted to Children's Sports, to be held in connection with the Lower Wakefield Institute Fete on New Year's Day. xyxy=(965,773,1100,900)
paragraph: The stabling next of Chiarini's Circus was burnt down early this morning. It is supposed that the horses kicked over the lamp and the straw took fire. The loss is estimated at from £300 to £400. xyxy=(192,1059,329,1128)
regimental-crest-icon xyxy=(964,96,1012,144)
divider xyxy=(781,283,953,284)
paragraph: Chief Justice Prendergast has ordered, in accordance with the judgment of the Court of Appeal in the Gleeson case, that the effects be handed over to the Wellington creditors. xyxy=(192,457,329,517)
